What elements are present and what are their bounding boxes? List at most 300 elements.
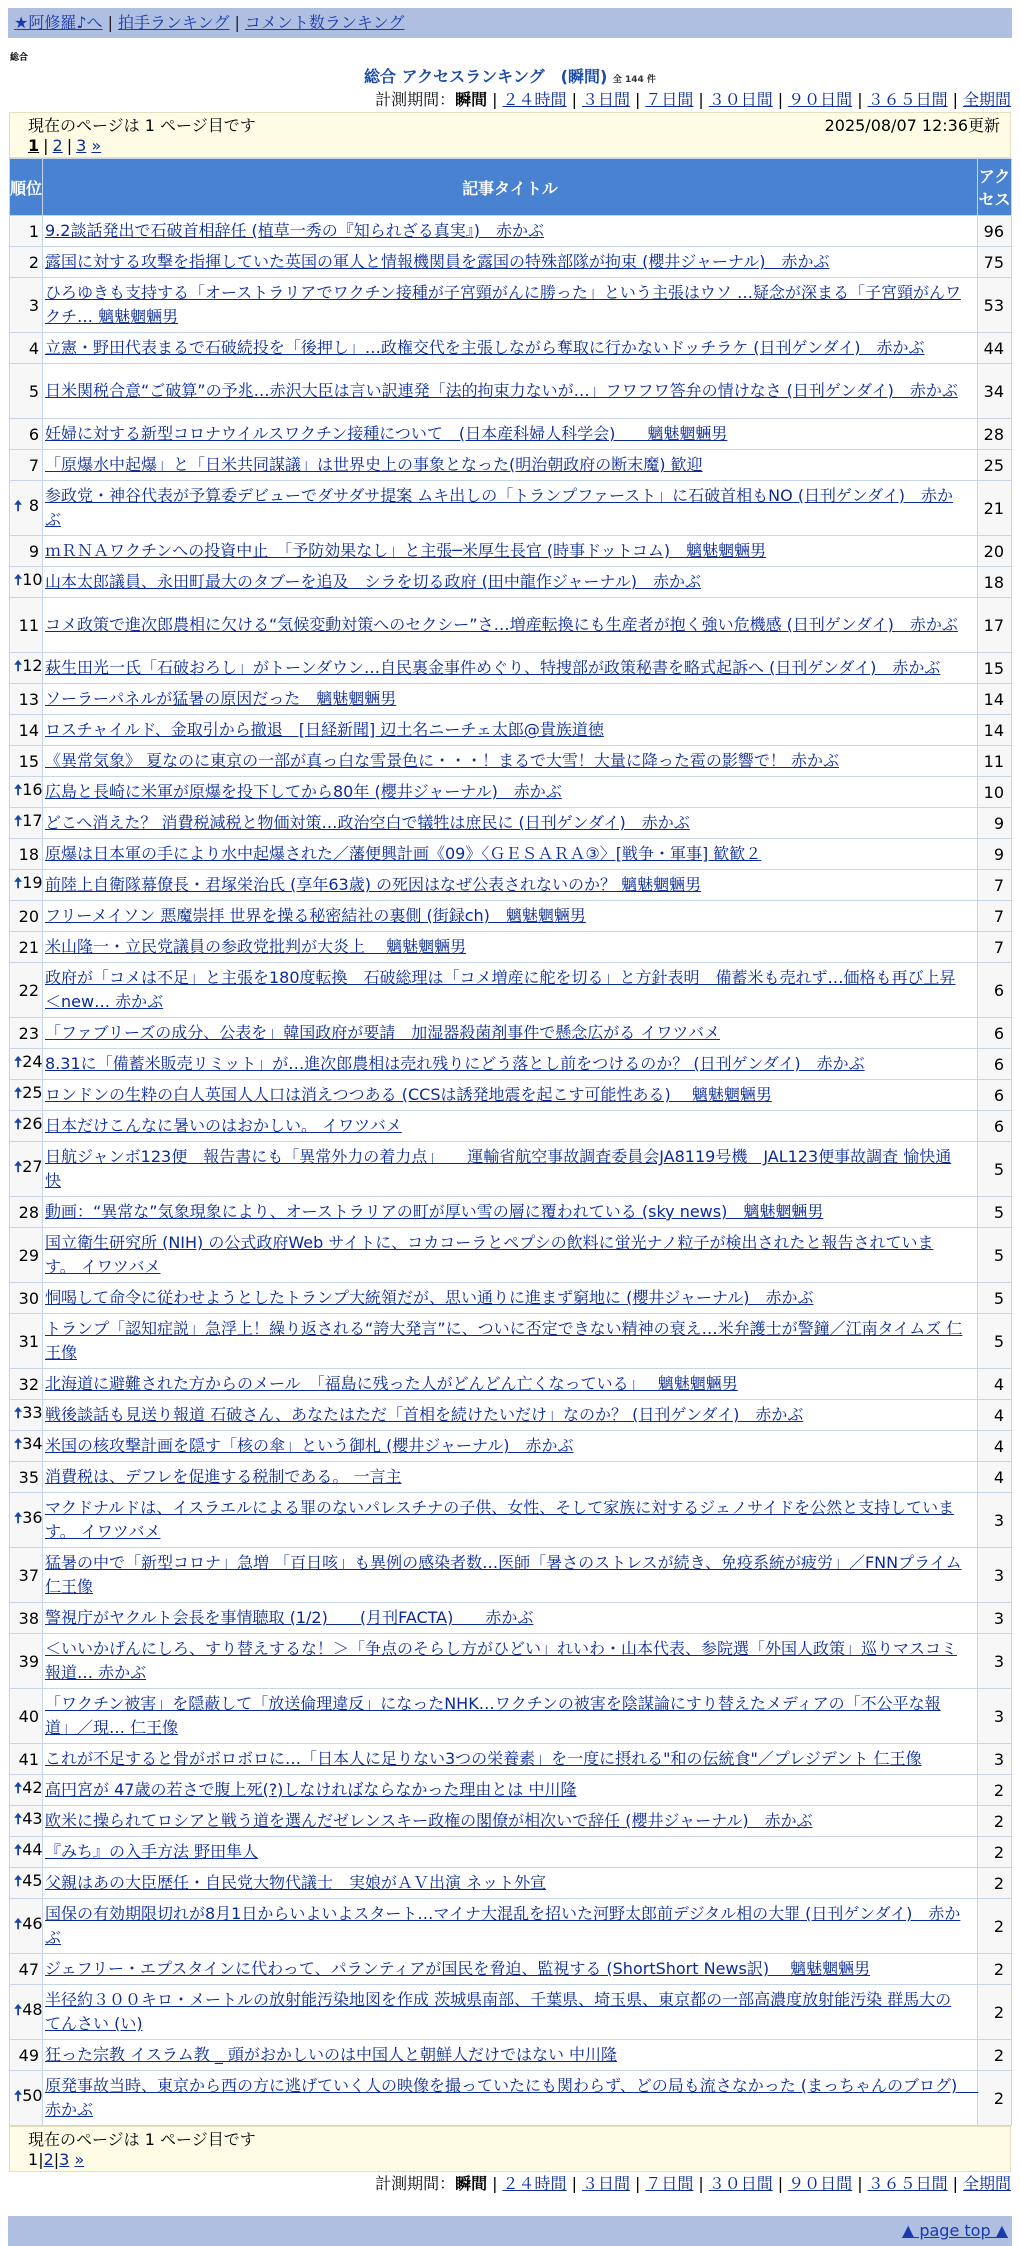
period-label: 計測期間： [375,90,456,109]
period-label: 計測期間： [375,2174,456,2193]
rank-number: 22 [18,980,39,1000]
access-count: 2 [978,2071,1012,2126]
table-row [10,1899,1012,1954]
table-row [10,1493,1012,1548]
rank-cell [10,715,43,746]
article-link[interactable]: ジェフリー・エプスタインに代わって、パランティアが国民を脅迫、監視する (ShortShort News訳) 魑魅魍魎男 [45,1959,871,1978]
title-cell [43,1049,978,1080]
title-cell [43,481,978,536]
rank-number: 20 [18,906,39,926]
period-selector-top [0,88,1020,112]
access-count: 2 [978,1954,1012,1985]
table-row [10,1548,1012,1603]
up-arrow-icon: 🠅 [14,2000,23,2019]
table-row [10,1744,1012,1775]
pager-separator: | [53,2150,60,2169]
access-count: 11 [978,746,1012,777]
access-count: 3 [978,1493,1012,1548]
period-link[interactable]: ９０日間 [788,2174,853,2193]
article-link[interactable]: ロンドンの生粋の白人英国人人口は消えつつある (CCSは誘発地震を起こす可能性ある) 魑魅魍魎男 [45,1085,772,1104]
table-row [10,1634,1012,1689]
table-row [10,1462,1012,1493]
period-link[interactable]: ３日間 [581,2174,630,2193]
rank-cell [10,1049,43,1080]
access-count: 20 [978,536,1012,567]
pager-next-link[interactable]: » [91,136,102,155]
up-arrow-icon: 🠅 [14,496,23,515]
rank-cell [10,1400,43,1431]
access-count: 14 [978,684,1012,715]
title-cell [43,216,978,247]
access-count: 75 [978,247,1012,278]
access-count: 6 [978,1049,1012,1080]
table-row [10,1985,1012,2040]
title-cell [43,901,978,932]
article-link[interactable]: 露国に対する攻撃を指揮していた英国の軍人と情報機関員を露国の特殊部隊が拘束 (櫻井ジャーナル) 赤かぶ [45,252,830,271]
pager-top [28,136,1000,156]
rank-cell [10,746,43,777]
rank-number: 12 [22,655,43,675]
access-count: 3 [978,1634,1012,1689]
table-row [10,1080,1012,1111]
rank-number: 38 [18,1608,39,1628]
rank-cell [10,1744,43,1775]
top-nav-bar [8,8,1012,38]
period-link[interactable]: ３日間 [581,90,630,109]
article-link[interactable]: 8.31に「備蓄米販売リミット」が…進次郎農相は売れ残りにどう落とし前をつけるのか？ (日刊ゲンダイ) 赤かぶ [45,1054,865,1073]
rank-number: 23 [18,1023,39,1043]
up-arrow-icon: 🠅 [14,656,23,675]
table-row [10,364,1012,419]
period-separator: | [571,2174,577,2193]
up-arrow-icon: 🠅 [14,1403,23,1422]
rank-number: 13 [18,689,39,709]
period-link[interactable]: ７日間 [645,2174,694,2193]
access-count: 2 [978,2040,1012,2071]
title-cell [43,1985,978,2040]
access-count: 3 [978,1744,1012,1775]
access-count: 5 [978,1228,1012,1283]
title-cell [43,1111,978,1142]
period-separator: | [952,2174,958,2193]
period-link[interactable]: 全期間 [962,90,1011,109]
table-row [10,1775,1012,1806]
rank-number: 7 [28,455,39,475]
rank-number: 41 [18,1749,39,1769]
pager-separator: | [66,136,73,155]
rank-cell [10,870,43,901]
article-link[interactable]: 欧米に操られてロシアと戦う道を選んだゼレンスキー政権の閣僚が相次いで辞任 (櫻井ジャーナル) 赤かぶ [45,1811,813,1830]
article-link[interactable]: 米国の核攻撃計画を隠す「核の傘」という御札 (櫻井ジャーナル) 赤かぶ [45,1436,574,1455]
rank-number: 14 [18,720,39,740]
rank-cell [10,1603,43,1634]
article-link[interactable]: 『みち』の入手方法 野田隼人 [45,1842,259,1861]
article-link[interactable]: 《異常気象》 夏なのに東京の一部が真っ白な雪景色に・・・！まるで大雪！大量に降った雹の影響で！ 赤かぶ [45,751,840,770]
table-row [10,808,1012,839]
access-count: 3 [978,1689,1012,1744]
table-row [10,450,1012,481]
article-link[interactable]: ひろゆきも支持する「オーストラリアでワクチン接種が子宮頸がんに勝った」という主張はウソ …疑念が深まる「子宮頸がんワクチ… 魑魅魍魎男 [45,283,961,326]
title-cell [43,598,978,653]
rank-cell [10,1899,43,1954]
current-page-text: 現在のページは 1 ページ目です [28,2130,256,2149]
table-row [10,278,1012,333]
table-row [10,777,1012,808]
col-header-rank: 順位 [10,159,43,216]
article-link[interactable]: 9.2談話発出で石破首相辞任 (植草一秀の『知られざる真実』) 赤かぶ [45,221,545,240]
period-separator: | [698,90,704,109]
access-count: 4 [978,1369,1012,1400]
rank-cell [10,653,43,684]
period-separator: | [952,90,958,109]
clap-ranking-link[interactable]: 拍手ランキング [117,13,230,32]
article-link[interactable]: 国立衛生研究所 (NIH) の公式政府Web サイトに、コカコーラとペプシの飲料に蛍光ナノ粒子が検出されたと報告されています。 イワツバメ [45,1233,934,1276]
article-link[interactable]: 原爆は日本軍の手により水中起爆された／藩便興計画《09》〈ＧＥＳＡＲＡ③〉[戦争・軍事] 歓歓２ [45,844,762,863]
period-separator: | [698,2174,704,2193]
rank-number: 18 [18,844,39,864]
article-link[interactable]: フリーメイソン 悪魔崇拝 世界を操る秘密結社の裏側 (街録ch) 魑魅魍魎男 [45,906,586,925]
article-link[interactable]: 「ワクチン被害」を隠蔽して「放送倫理違反」になったNHK…ワクチンの被害を陰謀論にすり替えたメディアの「不公平な報道」／現… 仁王像 [45,1694,941,1737]
ranking-table [9,158,1012,2126]
period-separator: | [634,90,641,109]
rank-number: 26 [22,1113,43,1133]
title-cell [43,1954,978,1985]
pager-current-page: 1 [28,2150,39,2169]
up-arrow-icon: 🠅 [14,873,23,892]
table-row [10,963,1012,1018]
article-link[interactable]: 前陸上自衛隊幕僚長・君塚栄治氏 (享年63歳) の死因はなぜ公表されないのか？ 魑魅魍魎男 [45,875,702,894]
up-arrow-icon: 🠅 [14,780,23,799]
rank-number: 36 [22,1507,43,1527]
title-cell [43,684,978,715]
article-link[interactable]: 山本太郎議員、永田町最大のタブーを追及 シラを切る政府 (田中龍作ジャーナル) 赤かぶ [45,572,701,591]
page-info-top [9,112,1011,158]
title-cell [43,536,978,567]
rank-number: 48 [22,1999,43,2019]
article-link[interactable]: 「原爆水中起爆」と「日米共同謀議」は世界史上の事象となった(明治朝政府の断末魔) 歓迎 [45,455,703,474]
rank-cell [10,450,43,481]
article-link[interactable]: マクドナルドは、イスラエルによる罪のないパレスチナの子供、女性、そして家族に対するジェノサイドを公然と支持しています。 イワツバメ [45,1498,955,1541]
comment-ranking-link[interactable]: コメント数ランキング [244,13,405,32]
article-link[interactable]: どこへ消えた？ 消費税減税と物価対策…政治空白で犠牲は庶民に (日刊ゲンダイ) 赤かぶ [45,813,690,832]
rank-number: 40 [18,1706,39,1726]
up-arrow-icon: 🠅 [14,811,23,830]
rank-cell [10,1493,43,1548]
rank-cell [10,247,43,278]
up-arrow-icon: 🠅 [14,1508,23,1527]
rank-number: 42 [22,1777,43,1797]
article-link[interactable]: 父親はあの大臣歴任・自民党大物代議士 実娘がＡＶ出演 ネット外宣 [45,1873,547,1892]
period-link[interactable]: 全期間 [962,2174,1011,2193]
article-link[interactable]: 警視庁がヤクルト会長を事情聴取 (1/2) (月刊FACTA) 赤かぶ [45,1608,534,1627]
title-cell [43,1548,978,1603]
rank-cell [10,777,43,808]
title-cell [43,1197,978,1228]
col-header-access: アクセス [978,159,1012,216]
table-row [10,1197,1012,1228]
article-link[interactable]: 恫喝して命令に従わせようとしたトランプ大統領だが、思い通りに進まず窮地に (櫻井ジャーナル) 赤かぶ [45,1288,814,1307]
rank-cell [10,1018,43,1049]
rank-cell [10,1142,43,1197]
article-link[interactable]: ロスチャイルド、金取引から撤退 [日経新聞] 辺土名ニーチェ太郎@貴族道徳 [45,720,604,739]
rank-cell [10,278,43,333]
rank-number: 34 [22,1433,43,1453]
rank-number: 28 [18,1202,39,1222]
article-link[interactable]: 消費税は、デフレを促進する税制である。 一言主 [45,1467,402,1486]
rank-cell [10,1080,43,1111]
access-count: 4 [978,1462,1012,1493]
period-separator: | [777,2174,784,2193]
access-count: 10 [978,777,1012,808]
rank-number: 30 [18,1288,39,1308]
table-row [10,932,1012,963]
article-link[interactable]: トランプ「認知症説」急浮上！繰り返される“誇大発言”に、ついに否定できない精神の衰え…米弁護士が警鐘／江南タイムズ 仁王像 [45,1319,963,1362]
article-link[interactable]: 原発事故当時、東京から西の方に逃げていく人の映像を撮っていたにも関わらず、どの局も流さなかった (まっちゃんのブログ) 赤かぶ [45,2076,979,2119]
article-link[interactable]: ｍＲＮＡワクチンへの投資中止 「予防効果なし」と主張─米厚生長官 (時事ドットコム) 魑魅魍魎男 [45,541,767,560]
article-link[interactable]: ＜いいかげんにしろ、すり替えするな！＞「争点のそらし方がひどい」れいわ・山本代表、参院選「外国人政策」巡りマスコミ報道… 赤かぶ [45,1639,958,1682]
article-link[interactable]: 広島と長崎に米軍が原爆を投下してから80年 (櫻井ジャーナル) 赤かぶ [45,782,562,801]
article-link[interactable]: 国保の有効期限切れが8月1日からいよいよスタート…マイナ大混乱を招いた河野太郎前デジタル相の大罪 (日刊ゲンダイ) 赤かぶ [45,1904,961,1947]
page-title: 総合 アクセスランキング (瞬間) [364,67,608,86]
rank-number: 31 [18,1331,39,1351]
access-count: 5 [978,1197,1012,1228]
rank-number: 10 [22,569,43,589]
page-top-link[interactable]: ▲ page top ▲ [901,2221,1008,2240]
article-link[interactable]: 半径約３００キロ・メートルの放射能汚染地図を作成 茨城県南部、千葉県、埼玉県、東京都の一部高濃度放射能汚染 群馬大のてんさい (い) [45,1990,952,2033]
up-arrow-icon: 🠅 [14,1434,23,1453]
page-title-block [0,66,1020,88]
rank-number: 43 [22,1808,43,1828]
access-count: 5 [978,1283,1012,1314]
title-cell [43,2040,978,2071]
title-cell [43,1400,978,1431]
rank-cell [10,684,43,715]
title-cell [43,1634,978,1689]
title-cell [43,1837,978,1868]
table-row [10,746,1012,777]
rank-number: 24 [22,1051,43,1071]
up-arrow-icon: 🠅 [14,1083,23,1102]
rank-cell [10,1548,43,1603]
rank-number: 45 [22,1870,43,1890]
table-row [10,1837,1012,1868]
title-cell [43,1228,978,1283]
article-link[interactable]: 「ファブリーズの成分、公表を」韓国政府が要請 加湿器殺菌剤事件で懸念広がる イワツバメ [45,1023,721,1042]
article-link[interactable]: 政府が「コメは不足」と主張を180度転換 石破総理は「コメ増産に舵を切る」と方針表明 備蓄米も売れず…価格も再び上昇＜new… 赤かぶ [45,968,956,1011]
period-link[interactable]: ３６５日間 [867,2174,948,2193]
title-cell [43,1806,978,1837]
article-link[interactable]: 萩生田光一氏「石破おろし」がトーンダウン…自民裏金事件めぐり、特捜部が政策秘書を略式起訴へ (日刊ゲンダイ) 赤かぶ [45,658,941,677]
title-cell [43,1142,978,1197]
access-count: 14 [978,715,1012,746]
period-link[interactable]: ９０日間 [788,90,853,109]
article-link[interactable]: 北海道に避難された方からのメール 「福島に残った人がどんどん亡くなっている」 魑魅魍魎男 [45,1374,738,1393]
rank-cell [10,1111,43,1142]
access-count: 5 [978,1314,1012,1369]
rank-cell [10,1868,43,1899]
rank-cell [10,963,43,1018]
rank-cell [10,1462,43,1493]
pager-page-link[interactable]: 2 [52,136,63,155]
title-cell [43,839,978,870]
rank-number: 4 [28,338,39,358]
rank-number: 1 [28,221,39,241]
access-count: 2 [978,1985,1012,2040]
title-cell [43,1603,978,1634]
access-count: 9 [978,808,1012,839]
period-link[interactable]: ２４時間 [502,2174,567,2193]
period-link[interactable]: ７日間 [645,90,694,109]
rank-cell [10,901,43,932]
rank-cell [10,2071,43,2126]
up-arrow-icon: 🠅 [14,1114,23,1133]
table-row [10,1314,1012,1369]
article-link[interactable]: 日米関税合意“ご破算”の予兆…赤沢大臣は言い訳連発「法的拘束力ないが…」フワフワ答弁の情けなさ (日刊ゲンダイ) 赤かぶ [45,381,958,400]
rank-cell [10,364,43,419]
pager-separator: | [43,136,49,155]
period-link[interactable]: ３０日間 [708,90,773,109]
rank-cell [10,1283,43,1314]
rank-cell [10,1369,43,1400]
rank-number: 5 [28,381,39,401]
table-row [10,1369,1012,1400]
access-count: 2 [978,1806,1012,1837]
home-link[interactable]: ★阿修羅♪へ [14,13,103,32]
rank-cell [10,932,43,963]
pager-separator: | [38,2150,44,2169]
current-page-text: 現在のページは 1 ページ目です [28,116,256,135]
pager-bottom [28,2150,1000,2170]
rank-number: 16 [22,779,43,799]
article-link[interactable]: 動画：“異常な”気象現象により、オーストラリアの町が厚い雪の層に覆われている (sky news) 魑魅魍魎男 [45,1202,824,1221]
title-cell [43,1431,978,1462]
title-cell [43,1868,978,1899]
nav-separator: | [234,13,240,32]
article-link[interactable]: 日本だけこんなに暑いのはおかしい。 イワツバメ [45,1116,402,1135]
period-separator: | [492,90,498,109]
page-info-bottom [9,2126,1011,2172]
title-cell [43,932,978,963]
access-count: 2 [978,1837,1012,1868]
table-row [10,1431,1012,1462]
period-link[interactable]: ３６５日間 [867,90,948,109]
period-separator: | [634,2174,641,2193]
article-link[interactable]: 日航ジャンボ123便 報告書にも「異常外力の着力点」 運輸省航空事故調査委員会JA8119号機 JAL123便事故調査 愉快通快 [45,1147,952,1190]
up-arrow-icon: 🠅 [14,1157,23,1176]
table-row [10,567,1012,598]
title-cell [43,1744,978,1775]
table-row [10,536,1012,567]
pager-page-link[interactable]: 3 [59,2150,70,2169]
article-link[interactable]: ソーラーパネルが猛暑の原因だった 魑魅魍魎男 [45,689,397,708]
table-row [10,715,1012,746]
access-count: 6 [978,1080,1012,1111]
period-current: 瞬間 [455,2174,488,2193]
pager-page-link[interactable]: 3 [76,136,87,155]
rank-number: 21 [18,937,39,957]
article-link[interactable]: 戦後談話も見送り報道 石破さん、あなたはただ「首相を続けたいだけ」なのか？ (日刊ゲンダイ) 赤かぶ [45,1405,804,1424]
rank-number: 25 [22,1082,43,1102]
nav-separator: | [107,13,113,32]
article-link[interactable]: 猛暑の中で「新型コロナ」急増 「百日咳」も異例の感染者数…医師「暑さのストレスが続き、免疫系統が疲労」／FNNプライム 仁王像 [45,1553,962,1596]
rank-number: 32 [18,1374,39,1394]
pager-next-link[interactable]: » [74,2150,85,2169]
rank-number: 8 [28,495,39,515]
period-separator: | [777,90,784,109]
rank-cell [10,2040,43,2071]
table-row [10,1806,1012,1837]
article-link[interactable]: 高円宮が 47歳の若さで腹上死(?)しなければならなかった理由とは 中川隆 [45,1780,577,1799]
table-row [10,2040,1012,2071]
rank-cell [10,1197,43,1228]
rank-cell [10,1314,43,1369]
rank-cell [10,808,43,839]
table-row [10,1954,1012,1985]
rank-cell [10,419,43,450]
rank-number: 29 [18,1245,39,1265]
article-link[interactable]: 妊婦に対する新型コロナウイルスワクチン接種について (日本産科婦人科学会) 魑魅魍魎男 [45,424,728,443]
table-row [10,1283,1012,1314]
access-count: 53 [978,278,1012,333]
title-cell [43,715,978,746]
total-count: 全 144 件 [612,75,656,85]
table-row [10,1049,1012,1080]
up-arrow-icon: 🠅 [14,1052,23,1071]
rank-number: 35 [18,1467,39,1487]
title-cell [43,1314,978,1369]
title-cell [43,653,978,684]
access-count: 4 [978,1400,1012,1431]
article-link[interactable]: 参政党・神谷代表が予算委デビューでダサダサ提案 ムキ出しの「トランプファースト」に石破首相もNO (日刊ゲンダイ) 赤かぶ [45,486,954,529]
table-row [10,216,1012,247]
access-count: 34 [978,364,1012,419]
access-count: 6 [978,1018,1012,1049]
access-count: 5 [978,1142,1012,1197]
title-cell [43,746,978,777]
rank-cell [10,1431,43,1462]
table-row [10,653,1012,684]
access-count: 3 [978,1603,1012,1634]
access-count: 15 [978,653,1012,684]
rank-cell [10,481,43,536]
period-link[interactable]: ３０日間 [708,2174,773,2193]
article-link[interactable]: これが不足すると骨がボロボロに…「日本人に足りない3つの栄養素」を一度に摂れる"和の伝統食"／プレジデント 仁王像 [45,1749,922,1768]
article-link[interactable]: 狂った宗教 イスラム教 _ 頭がおかしいのは中国人と朝鮮人だけではない 中川隆 [45,2045,618,2064]
title-cell [43,1018,978,1049]
rank-number: 17 [22,810,43,830]
rank-cell [10,1689,43,1744]
access-count: 18 [978,567,1012,598]
table-row [10,419,1012,450]
rank-number: 50 [22,2085,43,2105]
title-cell [43,567,978,598]
rank-cell [10,1985,43,2040]
rank-number: 2 [28,252,39,272]
table-row [10,481,1012,536]
rank-cell [10,1634,43,1689]
rank-number: 3 [28,295,39,315]
article-link[interactable]: 立憲・野田代表まるで石破続投を「後押し」…政権交代を主張しながら奪取に行かないドッチラケ (日刊ゲンダイ) 赤かぶ [45,338,925,357]
access-count: 4 [978,1431,1012,1462]
article-link[interactable]: 米山隆一・立民党議員の参政党批判が大炎上 魑魅魍魎男 [45,937,467,956]
table-row [10,684,1012,715]
access-count: 96 [978,216,1012,247]
pager-page-link[interactable]: 2 [43,2150,54,2169]
article-link[interactable]: コメ政策で進次郎農相に欠ける“気候変動対策へのセクシー”さ…増産転換にも生産者が抱く強い危機感 (日刊ゲンダイ) 赤かぶ [45,615,958,634]
title-cell [43,1493,978,1548]
rank-cell [10,216,43,247]
period-link[interactable]: ２４時間 [502,90,567,109]
